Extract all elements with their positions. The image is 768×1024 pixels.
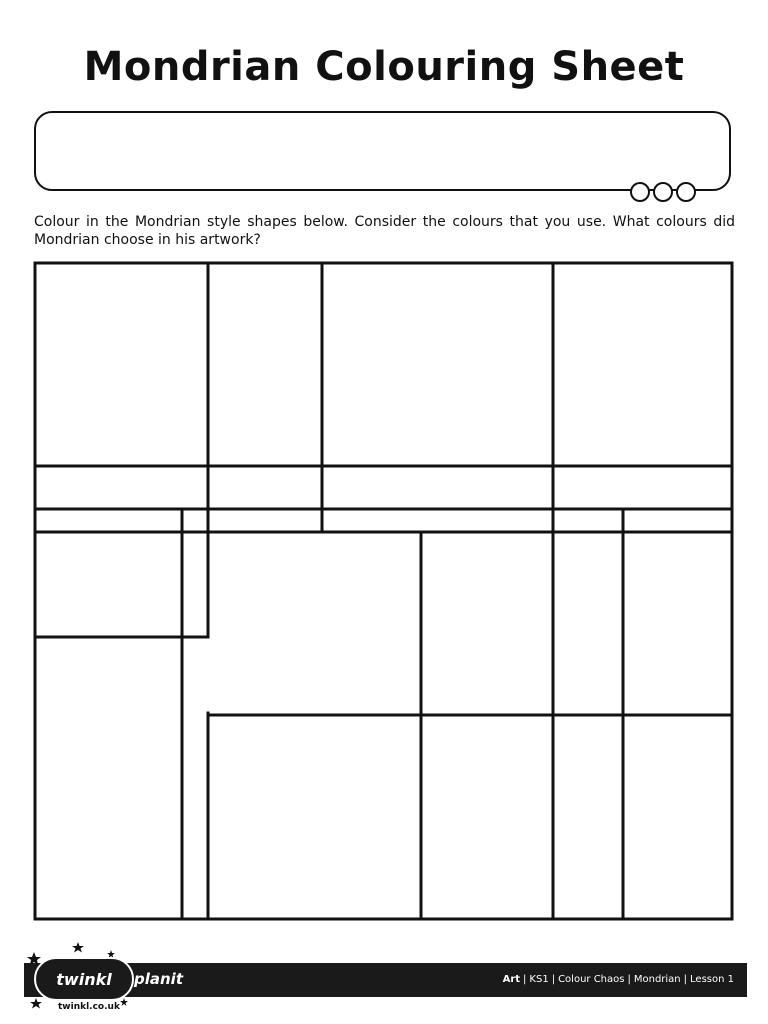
breadcrumb-unit: Colour Chaos xyxy=(558,974,625,985)
breadcrumb-stage: KS1 xyxy=(529,974,549,985)
page-title: Mondrian Colouring Sheet xyxy=(83,44,685,90)
breadcrumb-lesson: Lesson 1 xyxy=(690,974,734,985)
grid-outer-border xyxy=(35,263,732,919)
planit-label: planit xyxy=(134,970,183,988)
instructions-text: Colour in the Mondrian style shapes below. Consider the colours that you use. What colours did Mondrian choose in his artwork? xyxy=(34,214,735,248)
breadcrumb: Art | KS1 | Colour Chaos | Mondrian | Lesson 1 xyxy=(502,974,734,985)
breadcrumb-subject: Art xyxy=(502,974,521,985)
twinkl-logo: twinkl xyxy=(34,957,134,1001)
site-url: twinkl.co.uk xyxy=(58,1002,120,1012)
breadcrumb-topic: Mondrian xyxy=(633,974,681,985)
